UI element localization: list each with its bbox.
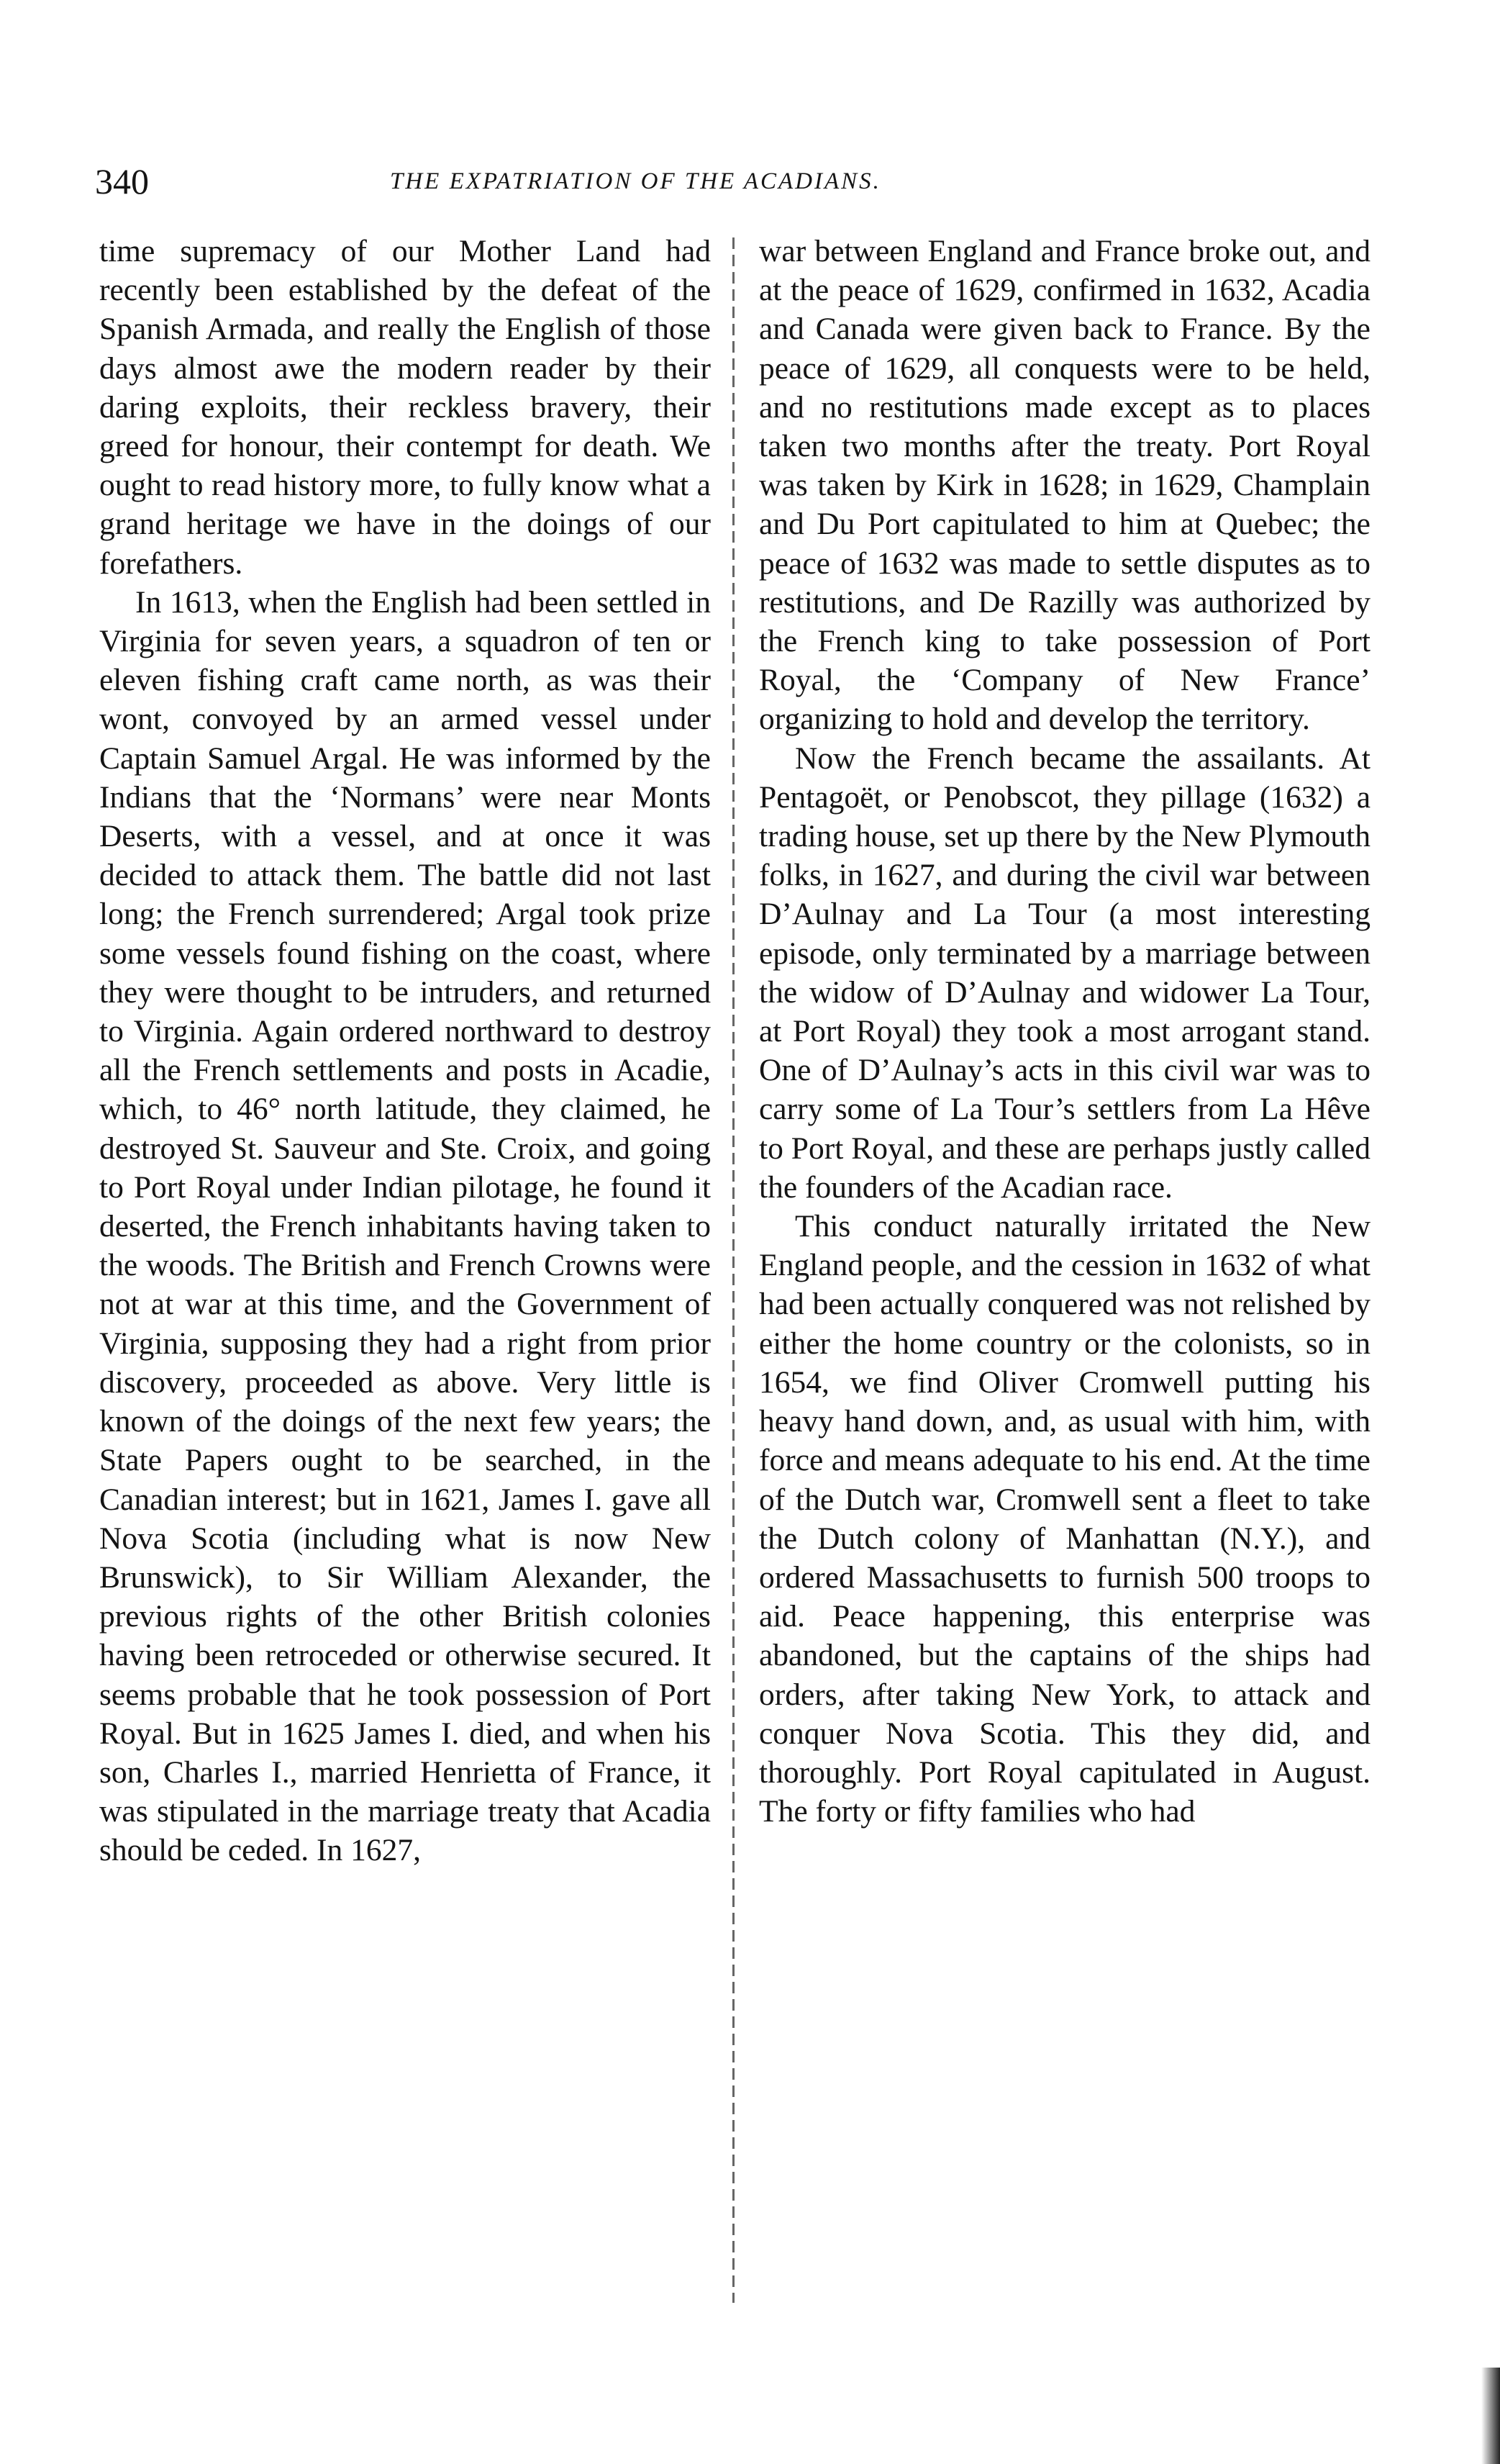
paragraph: In 1613, when the English had been settled in Virginia for seven years, a squadron of ten or eleven fishing craft came north, as was their wont, convoyed by an armed vessel under Captain Samuel Argal. He was informed by the Indians that the ‘Normans’ were near Monts Deserts, with a vessel, and at once it was decided to attack them. The battle did not last long; the French surrendered; Argal took prize some vessels found fishing on the coast, where they were thought to be intruders, and returned to Virginia. Again ordered northward to destroy all the French settlements and posts in Acadie, which, to 46° north latitude, they claimed, he destroyed St. Sauveur and Ste. Croix, and going to Port Royal under Indian pilotage, he found it deserted, the French inhabitants having taken to the woods. The British and French Crowns were not at war at this time, and the Government of Virginia, supposing they had a right from prior discovery, proceeded as above. Very little is known of the doings of the next few years; the State Papers ought to be searched, in the Canadian interest; but in 1621, James I. gave all Nova Scotia (including what is now New Brunswick), to Sir William Alexander, the previous rights of the other British colonies having been retroceded or otherwise secured. It seems probable that he took possession of Port Royal. But in 1625 James I. died, and when his son, Charles I., married Henrietta of France, it was stipulated in the marriage treaty that Acadia should be ceded. In 1627, xyxy=(99,584,711,1868)
right-column xyxy=(759,232,1371,1831)
page-number: 340 xyxy=(95,161,149,201)
paragraph: time supremacy of our Mother Land had recently been established by the defeat of the Spanish Armada, and really the English of those days almost awe the modern reader by their daring exploits, their reckless bravery, their greed for honour, their contempt for death. We ought to read history more, to fully know what a grand heritage we have in the doings of our forefathers. xyxy=(99,234,711,581)
running-title: THE EXPATRIATION OF THE ACADIANS. xyxy=(390,168,881,194)
page-edge-shadow xyxy=(1481,2368,1500,2464)
paragraph: Now the French became the assailants. At Pentagoët, or Penobscot, they pillage (1632) a trading house, set up there by the New Plymouth folks, in 1627, and during the civil war between D’Aulnay and La Tour (a most interesting episode, only terminated by a marriage between the widow of D’Aulnay and widower La Tour, at Port Royal) they took a most arrogant stand. One of D’Aulnay’s acts in this civil war was to carry some of La Tour’s settlers from La Hêve to Port Royal, and these are perhaps justly called the founders of the Acadian race. xyxy=(759,740,1371,1205)
left-column xyxy=(99,232,711,1870)
page-header xyxy=(95,160,1131,203)
column-divider xyxy=(732,237,735,2303)
paragraph: war between England and France broke out, and at the peace of 1629, confirmed in 1632, Acadia and Canada were given back to France. By the peace of 1629, all conquests were to be held, and no restitutions made except as to places taken two months after the treaty. Port Royal was taken by Kirk in 1628; in 1629, Champlain and Du Port capitulated to him at Quebec; the peace of 1632 was made to settle disputes as to restitutions, and De Razilly was authorized by the French king to take possession of Port Royal, the ‘Company of New France’ organizing to hold and develop the territory. xyxy=(759,234,1371,737)
paragraph: This conduct naturally irritated the New England people, and the cession in 1632 of what had been actually conquered was not relished by either the home country or the colonists, so in 1654, we find Oliver Cromwell putting his heavy hand down, and, as usual with him, with force and means adequate to his end. At the time of the Dutch war, Cromwell sent a fleet to take the Dutch colony of Manhattan (N.Y.), and ordered Massachusetts to furnish 500 troops to aid. Peace happening, this enterprise was abandoned, but the captains of the ships had orders, after taking New York, to attack and conquer Nova Scotia. This they did, and thoroughly. Port Royal capitulated in August. The forty or fifty families who had xyxy=(759,1209,1371,1829)
